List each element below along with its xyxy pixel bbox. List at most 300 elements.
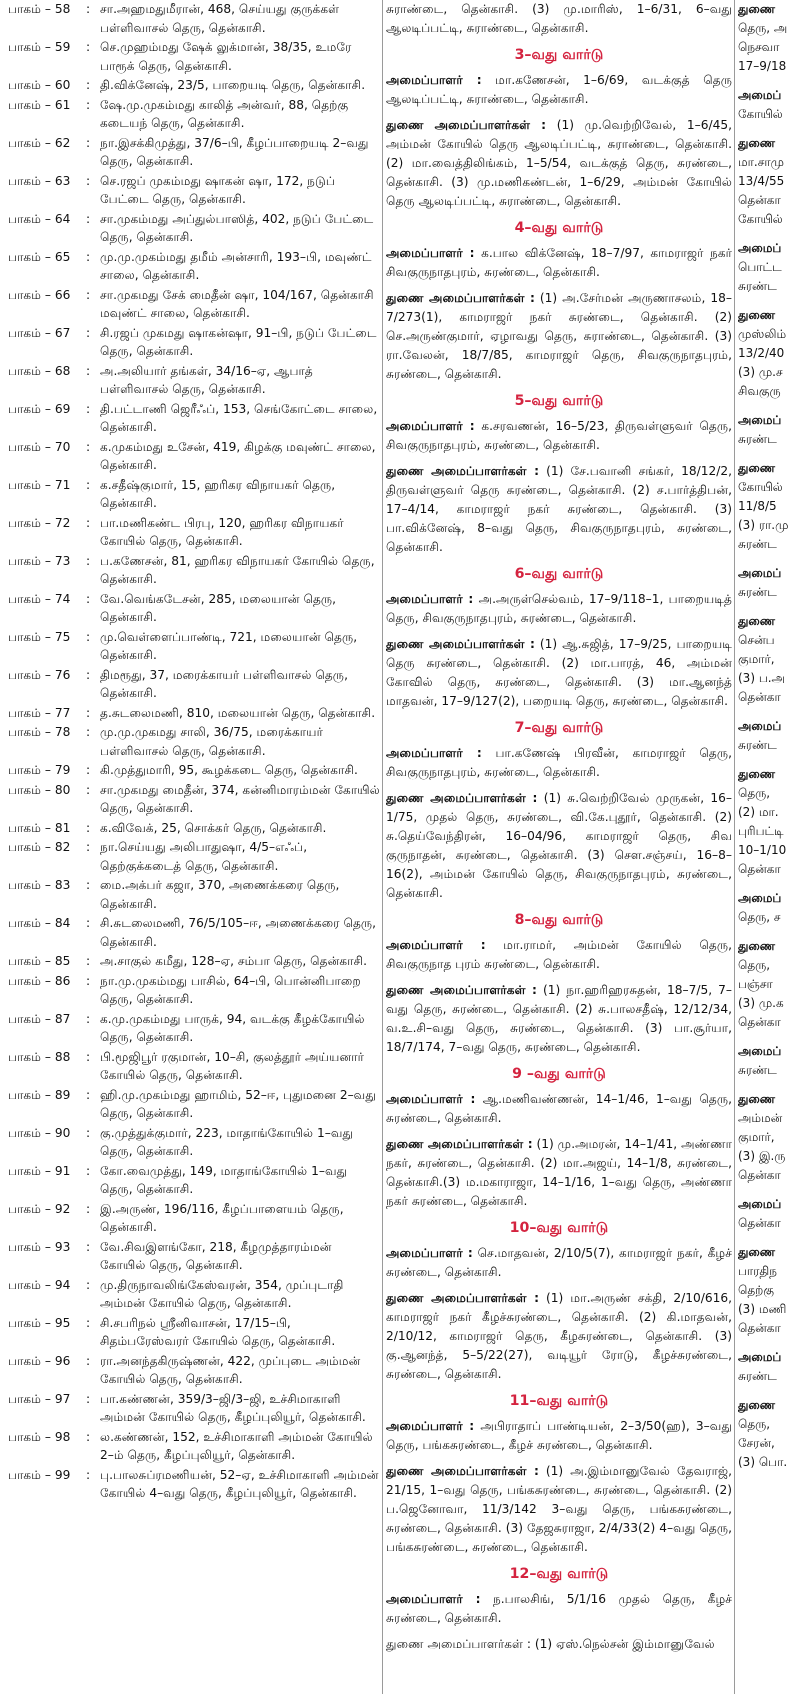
organizer-value: க.சரவணன், 16–5/23, திருவள்ளுவர் தெரு, சிவகுருநாதபுரம், சுரண்டை, தென்காசி.: [386, 419, 732, 452]
ward-heading: 12–வது வார்டு: [509, 1566, 609, 1582]
fragment-block: [738, 459, 800, 554]
fragment-line: தென்கா: [738, 862, 781, 876]
ward-heading: 10–வது வார்டு: [509, 1220, 609, 1236]
booth-agent: செ.முஹம்மது ஷேக் லுக்மான், 38/35, உமரே பாரூக் தெரு, தென்காசி.: [100, 40, 352, 73]
separator: :: [86, 40, 91, 54]
booth-row: [8, 723, 380, 760]
fragment-line: துணை: [738, 1398, 776, 1412]
separator: :: [86, 515, 91, 530]
organizer-label: அமைப்பாளர் :: [386, 592, 474, 606]
fragment-line: துணை: [738, 939, 776, 953]
fragment-line: அமைப்: [738, 241, 782, 255]
ward-organizer: [386, 1417, 732, 1455]
fragment-line: துணை: [738, 614, 776, 628]
booth-agent: க.மு.முகம்மது பாருக், 94, வடக்கு கீழக்கோயில் தெரு, தென்காசி.: [100, 1011, 365, 1044]
booth-agent: தி.விக்னேஷ், 23/5, பாறையடி தெரு, தென்காசி.: [100, 78, 366, 92]
fragment-line: பஞ்சா: [738, 977, 773, 991]
ward-organizer: [386, 936, 732, 974]
ward-organizer: [386, 1590, 732, 1628]
booth-agent: ரா.அனந்தகிருஷ்ணன், 422, முப்புடை அம்மன் கோயில் தெரு, தென்காசி.: [100, 1353, 361, 1386]
booth-agent: க.முகம்மது உசேன், 419, கிழக்கு மவுண்ட் சாலை, தென்காசி.: [100, 439, 376, 472]
fragment-block: [738, 1396, 800, 1472]
booth-agent: வே.வெங்கடேசன், 285, மலையான் தெரு, தென்காசி.: [100, 591, 337, 624]
separator: :: [86, 954, 91, 968]
booth-number: பாகம் – 76: [8, 667, 71, 682]
separator: :: [86, 78, 91, 92]
booth-number: பாகம் – 92: [8, 1201, 71, 1216]
deputy-value: (1) ஆ.சுஜித், 17–9/25, பாறையடி தெரு சுரண்டை, தென்காசி. (2) மா.பாரத், 46, அம்மன் கோவில் தெரு, சுரண்டை, தென்காசி. (3) மா.ஆனந்த் மாதவன், 17–9/127(2), பறையடி தெரு, சுரண்டை, தென்காசி.: [386, 637, 732, 708]
booth-number: பாகம் – 66: [8, 287, 71, 302]
separator: :: [86, 1467, 91, 1482]
separator: :: [86, 1315, 91, 1330]
booth-number: பாகம் – 96: [8, 1353, 71, 1368]
ward-heading: 11–வது வார்டு: [509, 1393, 609, 1409]
ward-deputies: [386, 635, 732, 711]
booth-number: பாகம் – 83: [8, 878, 71, 892]
ward-organizer: [386, 244, 732, 282]
booth-agent: அ.அலியார் தங்கள், 34/16–ஏ, ஆபாத் பள்ளிவாசல் தெரு, தென்காசி.: [100, 363, 313, 396]
booth-row: [8, 96, 380, 133]
separator: :: [86, 287, 91, 302]
deputy-label: துணை அமைப்பாளர்கள் :: [386, 1464, 539, 1478]
cut-off-text: துணை அமைப்பாளர்கள் : (1) ஏஸ்.நெல்சன் இம்மானுவேல்: [386, 1637, 715, 1651]
separator: :: [86, 1049, 91, 1064]
fragment-line: சுரண்ட: [738, 537, 777, 551]
booth-agent: க.சதீஷ்குமார், 15, ஹரிகர விநாயகர் தெரு, தென்காசி.: [100, 477, 336, 510]
fragment-block: [738, 612, 800, 707]
deputy-value: (1) மு.அமரன், 14–1/41, அண்ணா நகர், சுரண்டை, தென்காசி. (2) மா.அஜய், 14–1/8, சுரண்டை, தென்காசி.(3) ம.மகாராஜா, 14–1/16, 1–வது தெரு, அண்ணா நகர் சுரண்டை, தென்காசி.: [386, 1137, 732, 1208]
fragment-line: சுரண்ட: [738, 1063, 777, 1077]
booth-number: பாகம் – 87: [8, 1011, 71, 1026]
fragment-block: [738, 1348, 800, 1386]
deputy-value: (1) அ.இம்மானுவேல் தேவராஜ், 21/15, 1–வது தெரு, பங்கசுரண்டை, சுரண்டை, தென்காசி. (2) ப.ஜெனோவா, 11/3/142 3–வது தெரு, பங்கசுரண்டை, சுரண்டை, தென்காசி. (3) தேஜசுராஜா, 2/4/33(2) 4–வது தெரு, பங்கசுரண்டை, சுரண்டை, தென்காசி.: [386, 1464, 732, 1554]
ward-deputies: [386, 116, 732, 211]
booth-agent: கு.முத்துக்குமார், 223, மாதாங்கோயில் 1–வது தெரு, தென்காசி.: [100, 1125, 354, 1158]
organizer-label: அமைப்பாளர் :: [386, 246, 475, 260]
deputy-value: (1) சே.பவானி சங்கர், 18/12/2, திருவள்ளுவர் தெரு சுரண்டை, தென்காசி. (2) ச.பார்த்திபன், 17–4/14, காமராஜர் நகர் சுரண்டை, தென்காசி. (3) பா.விக்னேஷ், 8–வது தெரு, சிவகுருநாதபுரம், சுரண்டை, தென்காசி.: [386, 464, 732, 554]
separator: :: [86, 916, 91, 930]
separator: :: [86, 439, 91, 454]
booth-agent: ஹி.மு.முகம்மது ஹாமிம், 52–ஈ, புதுமனை 2–வது தெரு, தென்காசி.: [100, 1087, 376, 1120]
booth-agent: நா.மு.முகம்மது பாசில், 64–பி, பொன்னிபாறை தெரு, தென்காசி.: [100, 973, 361, 1006]
organizer-label: அமைப்பாளர் :: [386, 1419, 475, 1433]
fragment-line: தென்கா: [738, 1015, 781, 1029]
booth-number: பாகம் – 88: [8, 1049, 71, 1064]
fragment-line: 13/2/40: [738, 346, 785, 360]
deputy-value: (1) மு.வெற்றிவேல், 1–6/45, அம்மன் கோயில் தெரு ஆலடிப்பட்டி, சுராண்டை, தென்காசி. (2) மா.வைத்திலிங்கம், 1–5/54, வடக்குத் தெரு, சுரண்டை, தென்காசி. (3) மு.மணிகண்டன், 1–6/29, அம்மன் கோயில் தெரு ஆலடிப்பட்டி, சுராண்டை, தென்காசி.: [386, 118, 732, 208]
column-divider: [734, 0, 735, 1694]
booth-number: பாகம் – 74: [8, 591, 71, 606]
booth-row: [8, 628, 380, 665]
deputy-label: துணை அமைப்பாளர்கள் :: [386, 1137, 533, 1151]
booth-agent: ஷே.மு.முகம்மது காலித் அன்வர், 88, தெற்கு கடையந் தெரு, தென்காசி.: [100, 97, 349, 130]
booth-agent: சா.முகம்மது அப்துல்பாஸித், 402, நடுப் பேட்டை தெரு, தென்காசி.: [100, 211, 374, 244]
booth-number: பாகம் – 71: [8, 477, 71, 492]
deputy-value: (1) நா.ஹரிஹரசுதன், 18–7/5, 7–வது தெரு, சுரண்டை, தென்காசி. (2) சு.பாலசதீஷ், 12/12/34, வ.உ.சி–வது தெரு, சுரண்டை, தென்காசி. (3) பா.சூர்யா, 18/7/174, 7–வது தெரு, சுரண்டை, தென்காசி.: [386, 983, 732, 1054]
booth-row: [8, 972, 380, 1009]
fragment-block: [738, 1195, 800, 1233]
booth-number: பாகம் – 60: [8, 78, 71, 92]
booth-row: [8, 781, 380, 818]
ward-heading: 8–வது வார்டு: [514, 912, 604, 928]
organizer-value: மா.கணேசன், 1–6/69, வடக்குத் தெரு ஆலடிப்பட்டி, சுராண்டை, தென்காசி.: [386, 73, 732, 106]
fragment-line: அமைப்: [738, 566, 782, 580]
fragment-block: [738, 564, 800, 602]
fragment-line: அமைப்: [738, 1350, 782, 1364]
fragment-line: தென்கா: [738, 1321, 781, 1335]
booth-number: பாகம் – 77: [8, 705, 71, 720]
fragment-line: தெரு,: [738, 958, 771, 972]
booth-agent: க.விவேக், 25, சொக்கர் தெரு, தென்காசி.: [100, 820, 327, 835]
separator: :: [86, 667, 91, 682]
organizer-label: அமைப்பாளர் :: [386, 1592, 481, 1606]
fragment-line: தென்கா: [738, 690, 781, 704]
fragment-line: புரிபட்டி: [738, 824, 784, 838]
booth-agent: மு.வெள்ளைப்பாண்டி, 721, மலையான் தெரு, தென்காசி.: [100, 629, 358, 662]
booth-row: [8, 1352, 380, 1389]
ward-deputies: [386, 789, 732, 903]
booth-agent: நா.செய்யது அலிபாதுஷா, 4/5–எஃப், தெற்குக்கடைத் தெரு, தென்காசி.: [100, 840, 308, 873]
deputy-label: துணை அமைப்பாளர்கள் :: [386, 464, 539, 478]
booth-agent: சா.முகமது சேக் மைதீன் ஷா, 104/167, தென்காசி மவுண்ட் சாலை, தென்காசி.: [100, 287, 374, 320]
fragment-line: சிவகுரு: [738, 384, 781, 398]
booth-row: [8, 1124, 380, 1161]
booth-row: [8, 1428, 380, 1465]
fragment-line: அமைப்: [738, 413, 782, 427]
booth-number: பாகம் – 59: [8, 40, 71, 54]
ward-heading: 4–வது வார்டு: [514, 220, 604, 236]
fragment-line: (3) ப.அ: [738, 671, 785, 685]
fragment-line: கோயில்: [738, 107, 783, 121]
booth-row: [8, 838, 380, 875]
booth-number: பாகம் – 91: [8, 1163, 71, 1178]
separator: :: [86, 249, 91, 264]
separator: :: [86, 878, 91, 892]
fragment-line: தெற்கு: [738, 1283, 774, 1297]
organizer-value: அ.அருள்செல்வம், 17–9/118–1, பாறையடித் தெரு, சிவகுருநாதபுரம், சுரண்டை, தென்காசி.: [386, 592, 732, 625]
fragment-line: அமைப்: [738, 1197, 782, 1211]
deputy-label: துணை அமைப்பாளர்கள் :: [386, 291, 535, 305]
booth-row: [8, 952, 380, 971]
fragment-block: [738, 889, 800, 927]
fragment-line: அமைப்: [738, 891, 782, 905]
deputy-label: துணை அமைப்பாளர்கள் :: [386, 1291, 539, 1305]
fragment-line: (3) மு.க: [738, 996, 784, 1010]
fragment-line: சுரண்ட: [738, 432, 777, 446]
fragment-line: துணை: [738, 2, 776, 16]
separator: :: [86, 97, 91, 112]
fragment-line: துணை: [738, 136, 776, 150]
booth-number: பாகம் – 95: [8, 1315, 71, 1330]
fragment-line: 10–1/10: [738, 843, 787, 857]
booth-row: [8, 76, 380, 95]
booth-row: [8, 1390, 380, 1427]
ward-deputies: [386, 1462, 732, 1557]
booth-number: பாகம் – 82: [8, 840, 71, 854]
ward-heading: 5–வது வார்டு: [514, 393, 604, 409]
booth-number: பாகம் – 80: [8, 782, 71, 797]
fragment-line: (3) பொ.: [738, 1455, 788, 1469]
fragment-line: சேரன்,: [738, 1436, 775, 1450]
deputy-value: (1) அ.சேர்மன் அருணாசலம், 18–7/273(1), காமராஜர் நகர் சுரண்டை, தென்காசி. (2) செ.அருண்குமார், ஏழாவது தெரு, சுராண்டை, தென்காசி. (3) ரா.வேலன், 18/7/85, காமராஜர் தெரு, சிவகுருநாதபுரம், சுரண்டை, தென்காசி.: [386, 291, 732, 381]
separator: :: [86, 211, 91, 226]
fragment-line: (2) மா.: [738, 805, 779, 819]
column-divider: [382, 0, 383, 1694]
booth-agent: செ.ரஜப் முகம்மது ஷாகன் ஷா, 172, நடுப் பேட்டை தெரு, தென்காசி.: [100, 173, 335, 206]
booth-number: பாகம் – 64: [8, 211, 71, 226]
booth-number: பாகம் – 78: [8, 725, 71, 739]
fragment-line: அமைப்: [738, 88, 782, 102]
fragment-block: [738, 239, 800, 296]
booth-number: பாகம் – 72: [8, 515, 71, 530]
ward-organizer: [386, 1244, 732, 1282]
separator: :: [86, 782, 91, 797]
separator: :: [86, 763, 91, 777]
booth-row: [8, 1200, 380, 1237]
fragment-line: சுரண்ட: [738, 279, 777, 293]
fragment-line: குமார்,: [738, 652, 775, 666]
fragment-line: தெரு, ச: [738, 910, 781, 924]
booth-number: பாகம் – 98: [8, 1429, 71, 1444]
fragment-line: குமார்,: [738, 1130, 775, 1144]
organizer-label: அமைப்பாளர் :: [386, 73, 482, 87]
booth-row: [8, 476, 380, 513]
booth-agent: பா.கண்ணன், 359/3–ஜி/3–ஜி, உச்சிமாகாளி அம்மன் கோயில் தெரு, கீழப்புலியூர், தென்காசி.: [100, 1391, 366, 1424]
booth-number: பாகம் – 65: [8, 249, 71, 264]
fragment-block: [738, 306, 800, 401]
ward-organizer: [386, 744, 732, 782]
organizer-label: அமைப்பாளர் :: [386, 419, 475, 433]
ward-heading: 6–வது வார்டு: [514, 566, 604, 582]
fragment-line: 17–9/18: [738, 59, 787, 73]
booth-number: பாகம் – 84: [8, 916, 71, 930]
organizer-label: அமைப்பாளர் :: [386, 938, 486, 952]
separator: :: [86, 553, 91, 568]
organizer-value: பா.கணேஷ் பிரவீன், காமராஜர் தெரு, சிவகுருநாதபுரம், சுரண்டை, தென்காசி.: [386, 746, 732, 779]
booth-row: [8, 1466, 380, 1503]
separator: :: [86, 173, 91, 188]
fragment-block: [738, 765, 800, 879]
booth-row: [8, 876, 380, 913]
booth-agent: ல.கண்ணன், 152, உச்சிமாகாளி அம்மன் கோயில் 2–ம் தெரு, கீழப்புலியூர், தென்காசி.: [100, 1429, 373, 1462]
booth-agent: சா.முகமது மைதீன், 374, கன்னிமாரம்மன் கோயில் தெரு, தென்காசி.: [100, 782, 380, 815]
ward-heading: 7–வது வார்டு: [514, 720, 604, 736]
fragment-line: தெரு, அ: [738, 21, 788, 35]
separator: :: [86, 135, 91, 150]
booth-agent: சி.ரஜப் முகமது ஷாகன்ஷா, 91–பி, நடுப் பேட்டை தெரு, தென்காசி.: [100, 325, 377, 358]
fragment-line: கோயில்: [738, 480, 783, 494]
ward-organizer: [386, 417, 732, 455]
ward-organizer: [386, 71, 732, 109]
organizer-value: ந.பாலசிங், 5/1/16 முதல் தெரு, கீழச் சுரண்டை, தென்காசி.: [386, 1592, 732, 1625]
fragment-line: அமைப்: [738, 719, 782, 733]
booth-number: பாகம் – 99: [8, 1467, 71, 1482]
booth-agent: பா.மணிகண்ட பிரபு, 120, ஹரிகர விநாயகர் கோயில் தெரு, தென்காசி.: [100, 515, 344, 548]
ward-heading: 9 –வது வார்டு: [512, 1066, 606, 1082]
booth-number: பாகம் – 69: [8, 401, 71, 416]
ward-deputies: [386, 1135, 732, 1211]
separator: :: [86, 1277, 91, 1292]
booth-row: [8, 819, 380, 838]
booth-agent: பி.மூஜிபூர் ரகுமான், 10–சி, குலத்தூர் அய்யனார் கோயில் தெரு, தென்காசி.: [100, 1049, 365, 1082]
booth-agent: சி.சுடலைமணி, 76/5/105–ஈ, அணைக்கரை தெரு, தென்காசி.: [100, 916, 377, 949]
fragment-block: [738, 717, 800, 755]
booth-number: பாகம் – 73: [8, 553, 71, 568]
fragment-line: துணை: [738, 767, 776, 781]
ward-deputies: [386, 289, 732, 384]
booth-row: [8, 362, 380, 399]
booth-row: [8, 1086, 380, 1123]
separator: :: [86, 705, 91, 720]
booth-number: பாகம் – 63: [8, 173, 71, 188]
fragment-line: தென்கா: [738, 1168, 781, 1182]
booth-row: [8, 1238, 380, 1275]
cropped-column: [738, 0, 800, 1694]
booth-number: பாகம் – 90: [8, 1125, 71, 1140]
deputy-value: (1) சு.வெற்றிவேல் முருகன், 16–1/75, முதல் தெரு, சுரண்டை, வி.கே.புதூர், தென்காசி. (2) சு.தெய்வேந்திரன், 16–04/96, காமராஜர் தெரு, சிவ குருநாதன், சுரண்டை, தென்காசி. (3) சௌ.சஞ்சய், 16–8–16(2), அம்மன் கோயில் தெரு, சிவகுருநாதபுரம், சுரண்டை, தென்காசி.: [386, 791, 732, 900]
fragment-line: சுரண்ட: [738, 738, 777, 752]
booth-agent: ப.கணேசன், 81, ஹரிகர விநாயகர் கோயில் தெரு, தென்காசி.: [100, 553, 375, 586]
fragment-line: சென்ப: [738, 633, 775, 647]
fragment-line: (3) இ.ரு: [738, 1149, 786, 1163]
separator: :: [86, 325, 91, 340]
fragment-line: சுரண்ட: [738, 585, 777, 599]
fragment-block: [738, 134, 800, 229]
booth-row: [8, 324, 380, 361]
booth-row: [8, 666, 380, 703]
booth-row: [8, 1276, 380, 1313]
organizer-value: அபிராதாப் பாண்டியன், 2–3/50(ஹ), 3–வது தெரு, பங்கசுரண்டை, கீழச் சுரண்டை, தென்காசி.: [386, 1419, 732, 1452]
separator: :: [86, 840, 91, 854]
separator: :: [86, 1011, 91, 1026]
booth-number: பாகம் – 75: [8, 629, 71, 644]
booth-row: [8, 914, 380, 951]
booth-agent: மு.திருநாவலிங்கேஸ்வரன், 354, முப்புடாதி அம்மன் கோயில் தெரு, தென்காசி.: [100, 1277, 344, 1310]
booth-row: [8, 438, 380, 475]
fragment-line: (3) ரா.மு: [738, 518, 789, 532]
booth-agent: தி.பட்டாணி ஜெரீஃப், 153, செங்கோட்டை சாலை, தென்காசி.: [100, 401, 378, 434]
fragment-line: துணை: [738, 308, 776, 322]
fragment-line: 13/4/55: [738, 174, 785, 188]
fragment-block: [738, 1243, 800, 1338]
fragment-line: மா.சாமு: [738, 155, 784, 169]
booth-row: [8, 590, 380, 627]
fragment-block: [738, 411, 800, 449]
fragment-line: அம்மன்: [738, 1111, 783, 1125]
booth-number: பாகம் – 94: [8, 1277, 71, 1292]
booth-agent: இ.அருண், 196/116, கீழப்பாளையம் தெரு, தென்காசி.: [100, 1201, 344, 1234]
booth-row: [8, 514, 380, 551]
booth-number: பாகம் – 68: [8, 363, 71, 378]
separator: :: [86, 725, 91, 739]
ward-deputies: [386, 981, 732, 1057]
ward-list-column: [386, 0, 732, 1694]
separator: :: [86, 1353, 91, 1368]
separator: :: [86, 2, 91, 16]
booth-agent: மு.மு.முகமது சாலி, 36/75, மரைக்காயர் பள்ளிவாசல் தெரு, தென்காசி.: [100, 725, 323, 758]
ward-heading: 3–வது வார்டு: [514, 47, 604, 63]
booth-number: பாகம் – 61: [8, 97, 71, 112]
organizer-label: அமைப்பாளர் :: [386, 1246, 473, 1260]
booth-row: [8, 286, 380, 323]
fragment-line: அமைப்: [738, 1044, 782, 1058]
booth-row: [8, 1314, 380, 1351]
booth-number: பாகம் – 85: [8, 954, 71, 968]
booth-row: [8, 248, 380, 285]
booth-agent: சி.சபரிநல் ஸ்ரீனிவாசன், 17/15–பி, சிதம்பரேஸ்வரர் கோயில் தெரு, தென்காசி.: [100, 1315, 336, 1348]
deputy-label: துணை அமைப்பாளர்கள் :: [386, 983, 537, 997]
separator: :: [86, 1429, 91, 1444]
booth-row: [8, 172, 380, 209]
booth-agent: அ.சாகுல் கமீது, 128–ஏ, சம்பா தெரு, தென்காசி.: [100, 954, 367, 968]
separator: :: [86, 1201, 91, 1216]
booth-row: [8, 1048, 380, 1085]
fragment-line: துணை: [738, 461, 776, 475]
booth-list-column: [8, 0, 380, 1694]
organizer-value: க.பால விக்னேஷ், 18–7/97, காமராஜர் நகர் சிவகுருநாதபுரம், சுரண்டை, தென்காசி.: [386, 246, 732, 279]
booth-number: பாகம் – 79: [8, 763, 71, 777]
booth-agent: கோ.வைமுத்து, 149, மாதாங்கோயில் 1–வது தெரு, தென்காசி.: [100, 1163, 348, 1196]
fragment-line: நெசவா: [738, 40, 780, 54]
separator: :: [86, 1391, 91, 1406]
organizer-label: அமைப்பாளர் :: [386, 1092, 476, 1106]
fragment-line: துணை: [738, 1092, 776, 1106]
fragment-line: தெரு,: [738, 1417, 771, 1431]
fragment-line: பொட்ட: [738, 260, 782, 274]
booth-agent: மை.அக்பர் கஜா, 370, அணைக்கரை தெரு, தென்காசி.: [100, 878, 340, 911]
fragment-block: [738, 937, 800, 1032]
fragment-line: பாரதிந: [738, 1264, 777, 1278]
separator: :: [86, 1125, 91, 1140]
booth-row: [8, 210, 380, 247]
deputy-label: துணை அமைப்பாளர்கள் :: [386, 637, 535, 651]
fragment-line: 11/8/5: [738, 499, 777, 513]
booth-row: [8, 552, 380, 589]
booth-agent: நா.இசக்கிமுத்து, 37/6–பி, கீழப்பாறையடி 2–வது தெரு, தென்காசி.: [100, 135, 369, 168]
booth-row: [8, 0, 380, 37]
booth-agent: மு.மு.முகம்மது தமீம் அன்சாரி, 193–பி, மவுண்ட் சாலை, தென்காசி.: [100, 249, 372, 282]
fragment-line: தென்கா: [738, 193, 781, 207]
booth-number: பாகம் – 62: [8, 135, 71, 150]
booth-number: பாகம் – 86: [8, 973, 71, 988]
booth-row: [8, 1010, 380, 1047]
organizer-label: அமைப்பாளர் :: [386, 746, 482, 760]
separator: :: [86, 1239, 91, 1254]
fragment-line: முஸ்லிம்: [738, 327, 787, 341]
separator: :: [86, 973, 91, 988]
separator: :: [86, 1163, 91, 1178]
fragment-line: (3) மணி: [738, 1302, 787, 1316]
separator: :: [86, 477, 91, 492]
booth-agent: கி.முத்துமாரி, 95, கூழக்கடை தெரு, தென்காசி.: [100, 763, 358, 777]
booth-row: [8, 134, 380, 171]
booth-number: பாகம் – 93: [8, 1239, 71, 1254]
fragment-line: கோயில்: [738, 212, 783, 226]
booth-row: [8, 704, 380, 723]
booth-number: பாகம் – 70: [8, 439, 71, 454]
separator: :: [86, 363, 91, 378]
organizer-value: ஆ.மணிவண்ணன், 14–1/46, 1–வது தெரு, சுரண்டை, தென்காசி.: [386, 1092, 732, 1125]
separator: :: [86, 591, 91, 606]
fragment-line: (3) மு.ச: [738, 365, 783, 379]
ward-deputies: [386, 1289, 732, 1384]
fragment-line: துணை: [738, 1245, 776, 1259]
booth-row: [8, 1162, 380, 1199]
organizer-value: செ.மாதவன், 2/10/5(7), காமராஜர் நகர், கீழச் சுரண்டை, தென்காசி.: [386, 1246, 732, 1279]
separator: :: [86, 629, 91, 644]
booth-agent: த.சுடலைமணி, 810, மலையான் தெரு, தென்காசி.: [100, 705, 376, 720]
deputy-value: (1) மா.அருண் சக்தி, 2/10/616, காமராஜர் நகர் கீழச்சுரண்டை, தென்காசி. (2) கி.மாதவன், 2/10/12, காமராஜர் தெரு, கீழசுரண்டை, தென்காசி. (3) கு.ஆனந்த், 5–5/22(27), வடியூர் ரோடு, கீழச்சுரண்டை, சுரண்டை, தென்காசி.: [386, 1291, 732, 1381]
